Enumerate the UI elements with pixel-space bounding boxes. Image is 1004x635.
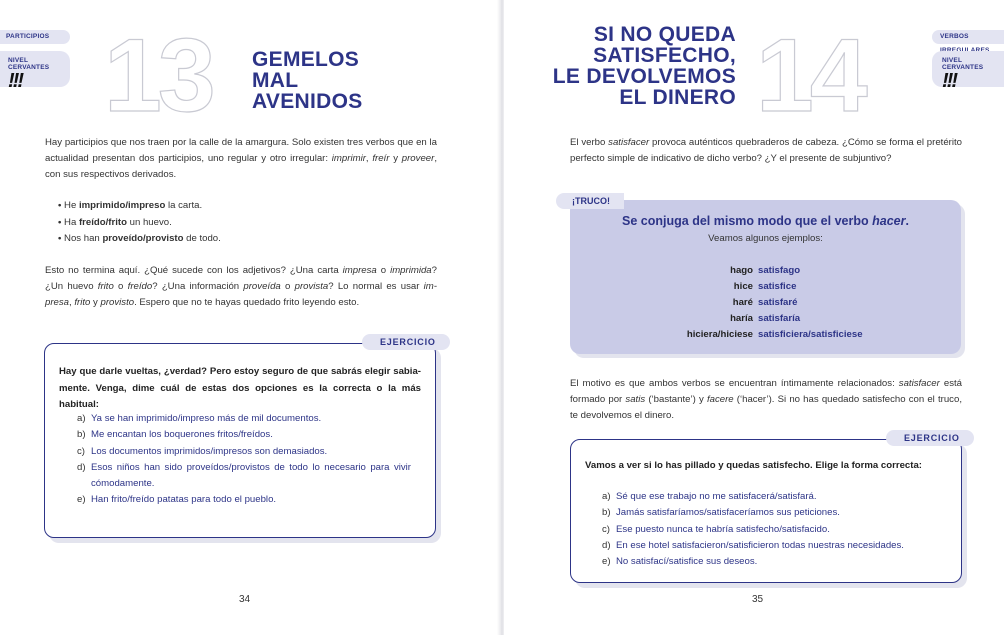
chapter-title [553, 24, 736, 108]
chapter-title [252, 49, 363, 112]
level-label: NIVEL CERVANTES [942, 57, 984, 71]
title-line: GEMELOS [252, 48, 360, 71]
conjugation-row: haré satisfaré [732, 297, 798, 309]
tip-heading: Se conjuga del mismo modo que el verbo hacer. [622, 214, 909, 228]
exercise-item: d) Esos niños han sido proveídos/provistos de todo lo necesario para vivir cómodamente. [77, 461, 411, 490]
exercise-box [570, 439, 962, 583]
exercise-item: d) En ese hotel satisfacieron/satisficieron todas nuestras necesidades. [602, 539, 904, 551]
tip-box [570, 200, 961, 354]
example-list [58, 198, 221, 248]
level-badge [0, 51, 70, 92]
conjugation-pairs [570, 263, 961, 343]
exercise-items [602, 489, 942, 570]
intro-paragraph: El verbo satisfacer provoca auténticos quebraderos de cabeza. ¿Cómo se forma el pretérito perfecto simple de indicativo de dicho verbo? ¿Y el presente de subjuntivo? [570, 137, 962, 164]
conjugation-row: hiciera/hiciese satisficiera/satisficiese [686, 329, 863, 341]
left-page [0, 0, 500, 635]
title-line: LE DEVOLVEMOS [552, 65, 736, 88]
exclamation-icon: !!! [8, 70, 22, 92]
exercise-intro: Hay que darle vueltas, ¿verdad? Pero estoy seguro de que sabrás elegir sabia-mente. Venga, dime cuál de estas dos opciones es la correcta o la más habitual: [59, 366, 421, 410]
tip-tag: ¡TRUCO! [556, 193, 624, 209]
exercise-item: b) Me encantan los boquerones fritos/freídos. [77, 429, 273, 441]
list-item: • Ha freído/frito un huevo. [58, 215, 221, 232]
conjugation-row: hago satisfago [730, 265, 801, 276]
exercise-box [44, 343, 436, 538]
level-label: NIVEL CERVANTES [8, 57, 50, 71]
title-line: EL DINERO [619, 86, 736, 109]
category-tab: VERBOS [932, 30, 1004, 44]
exercise-tag: EJERCICIO [362, 334, 450, 350]
level-badge [932, 51, 1004, 92]
chapter-number: 14 [756, 18, 864, 134]
exercise-item: c) Ese puesto nunca te habría satisfecho/satisfacido. [602, 523, 830, 535]
page-number: 34 [239, 594, 251, 605]
title-line: SATISFECHO, [593, 44, 736, 67]
title-line: SI NO QUEDA [593, 23, 736, 46]
title-line: MAL [252, 69, 299, 92]
title-line: AVENIDOS [252, 90, 363, 113]
body-paragraph: El motivo es que ambos verbos se encuentran íntimamente relacionados: satisfacer está formado por satis (‘bastante’) y facere (‘hacer’). Si no has quedado satisfecho con el truco, te devolvemos el dinero. [570, 378, 962, 421]
chapter-number: 13 [104, 18, 212, 134]
page-number: 35 [752, 594, 764, 605]
list-item: • He imprimido/impreso la carta. [58, 198, 221, 215]
intro-paragraph: Hay participios que nos traen por la calle de la amargura. Solo existen tres verbos que en la actualidad presentan dos participios, uno regular y otro irregular: imprimir, freír y proveer, con sus respectivos derivados. [45, 137, 437, 180]
exclamation-icon: !!! [942, 70, 956, 92]
exercise-tag: EJERCICIO [886, 430, 974, 446]
exercise-item: a) Sé que ese trabajo no me satisfacerá/satisfará. [602, 491, 817, 502]
body-paragraph: Esto no termina aquí. ¿Qué sucede con los adjetivos? ¿Una carta impresa o imprimida? ¿Un huevo frito o freído? ¿Una información proveída o provista? Lo normal es usar im-presa, frito y provisto. Espero que no te hayas quedado frito leyendo esto. [45, 265, 437, 308]
exercise-item: a) Ya se han imprimido/impreso más de mil documentos. [77, 413, 322, 424]
exercise-item: b) Jamás satisfaríamos/satisfaceríamos sus peticiones. [602, 507, 840, 519]
exercise-item: e) Han frito/freído patatas para todo el pueblo. [77, 494, 277, 506]
tip-subheading: Veamos algunos ejemplos: [708, 233, 823, 244]
list-item: • Nos han proveído/provisto de todo. [58, 231, 221, 248]
conjugation-row: hice satisfice [733, 281, 797, 293]
exercise-items [77, 411, 411, 509]
exercise-item: c) Los documentos imprimidos/impresos son demasiados. [77, 445, 328, 457]
exercise-intro: Vamos a ver si lo has pillado y quedas satisfecho. Elige la forma correcta: [585, 460, 922, 471]
conjugation-row: haría satisfaría [730, 313, 801, 325]
exercise-item: e) No satisfací/satisfice sus deseos. [602, 556, 758, 568]
category-tab: PARTICIPIOS [0, 30, 70, 44]
